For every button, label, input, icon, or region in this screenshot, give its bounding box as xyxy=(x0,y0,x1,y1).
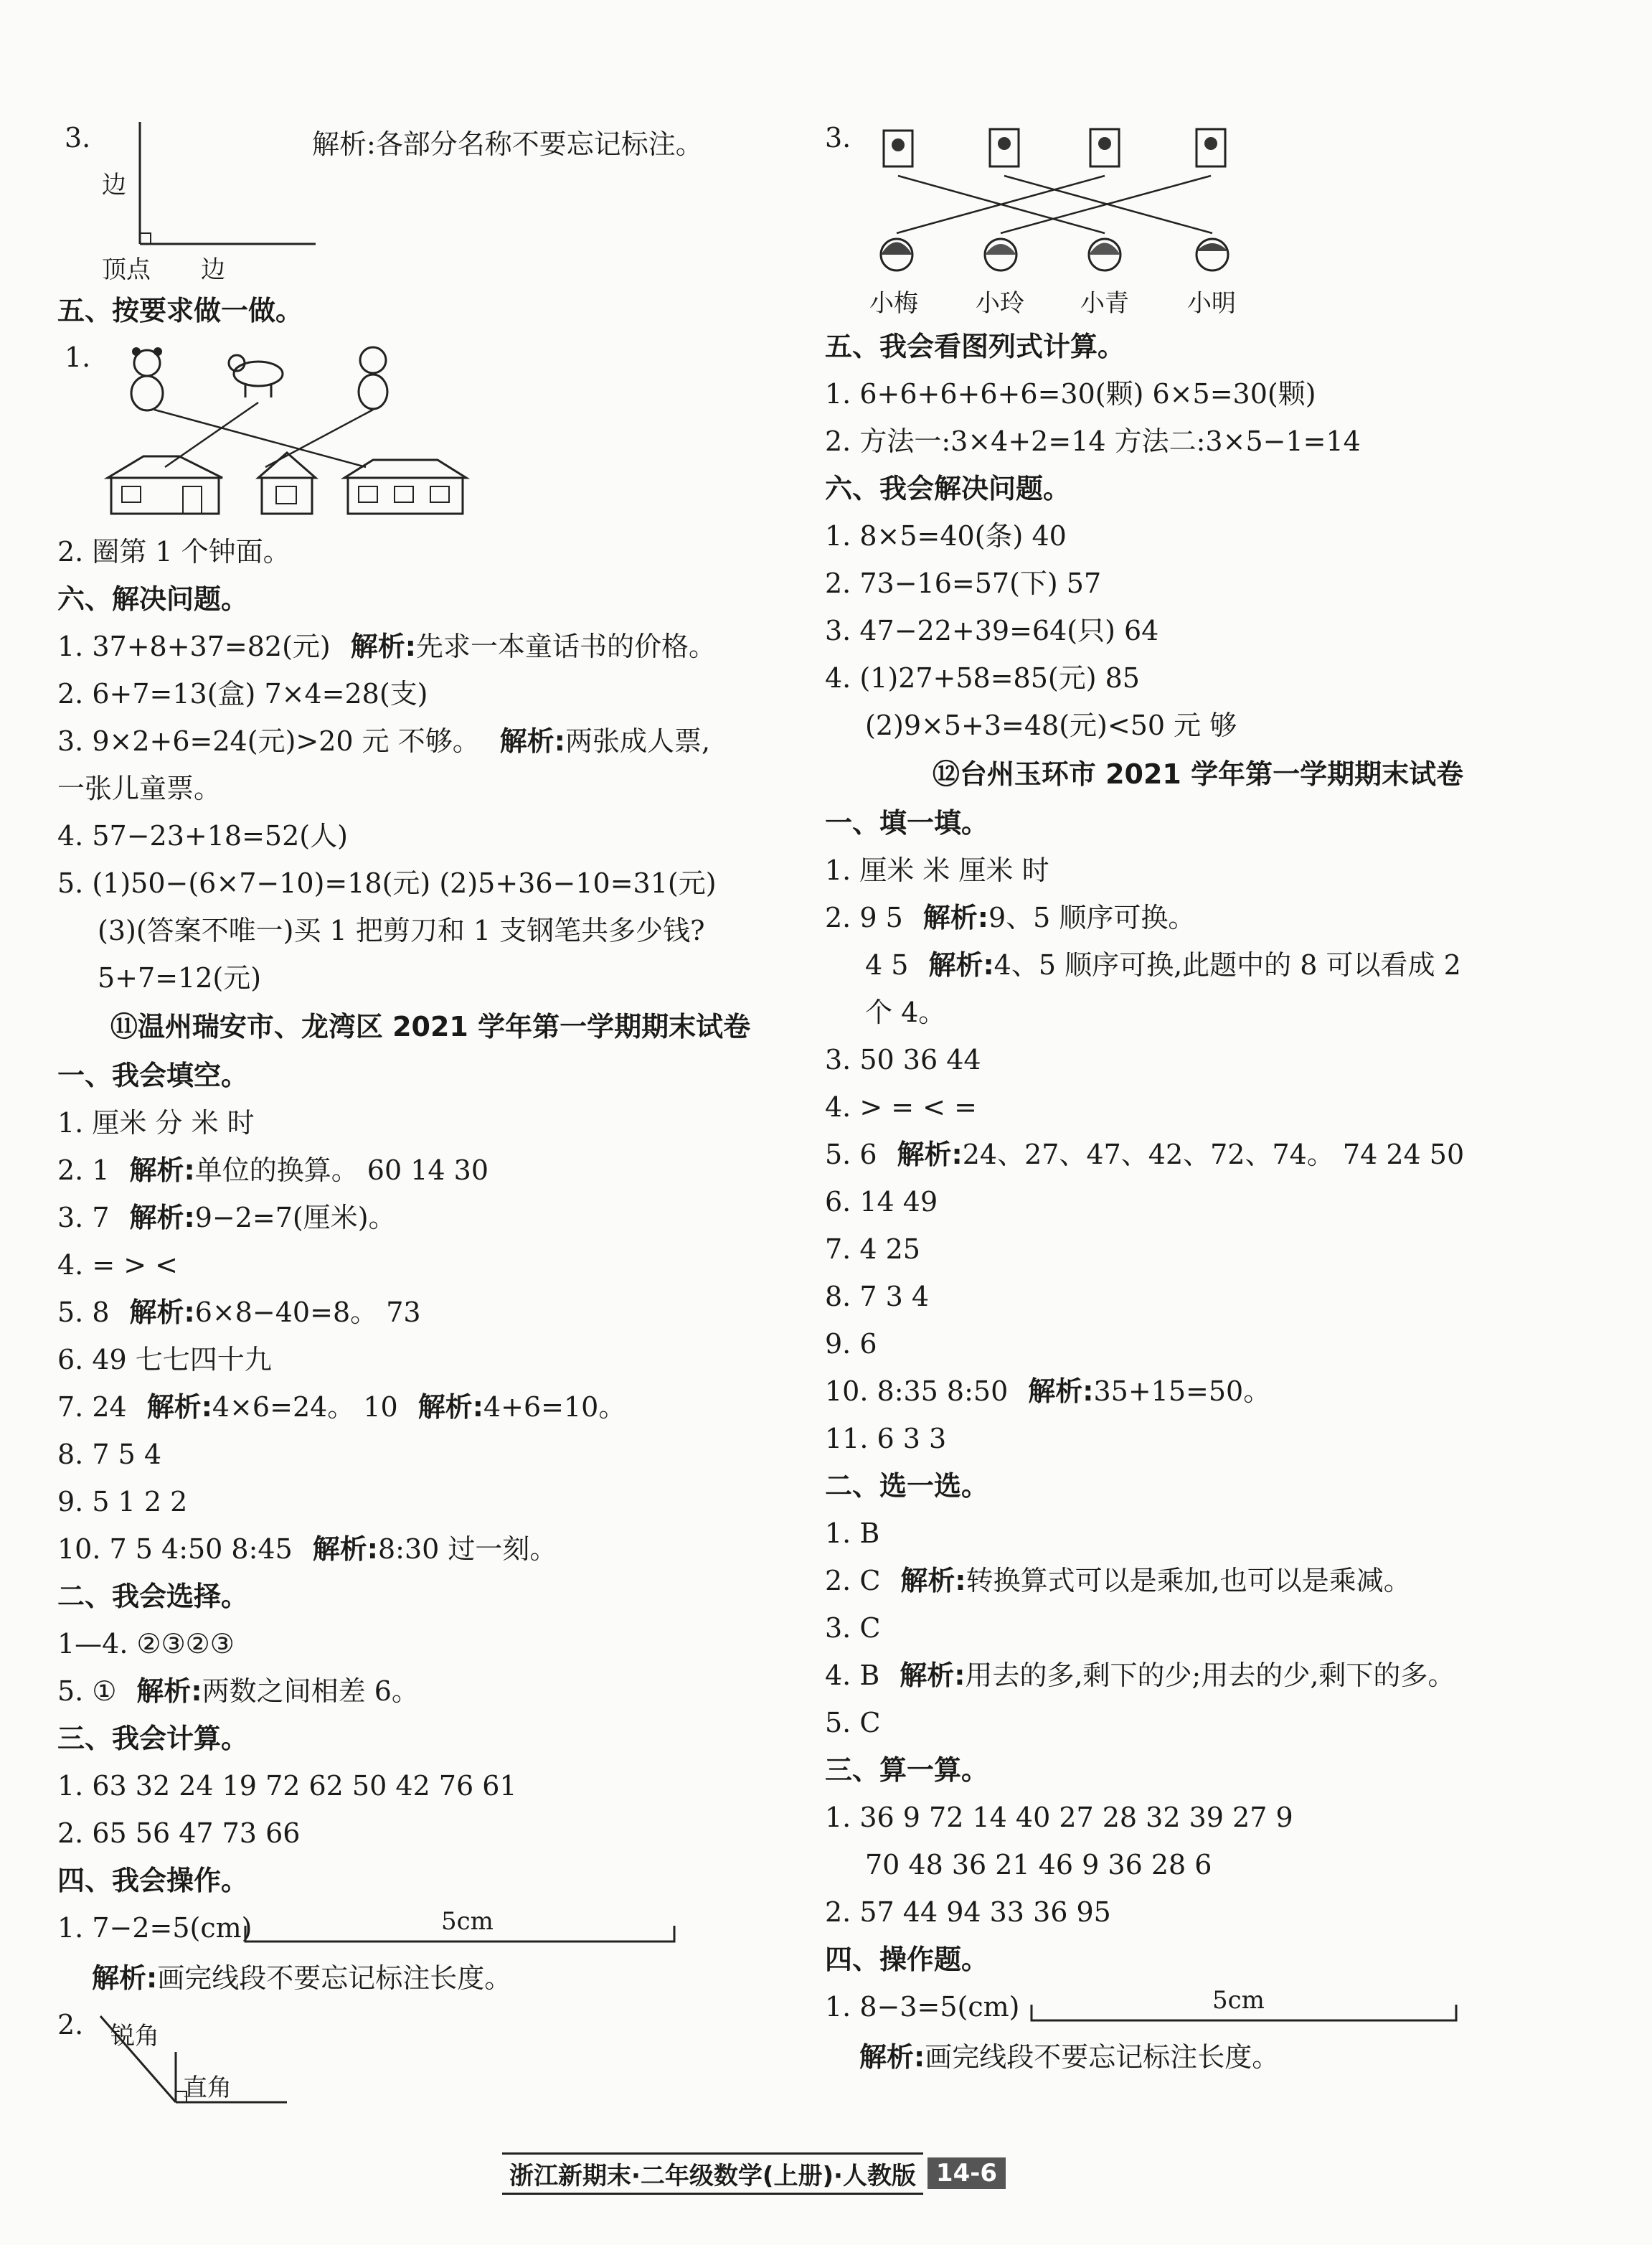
girl-icon xyxy=(881,239,912,270)
answer-line: 解析:画完线段不要忘记标注长度。 xyxy=(859,2041,1280,2073)
section-heading: 六、我会解决问题。 xyxy=(825,473,1071,504)
question-number: 3. xyxy=(65,122,91,154)
exam-title: ⑪温州瑞安市、龙湾区 2021 学年第一学期期末试卷 xyxy=(110,1011,751,1043)
answer-line: 解析:画完线段不要忘记标注长度。 xyxy=(92,1962,512,1994)
segment-answer xyxy=(825,1983,1571,2033)
kid-name: 小明 xyxy=(1187,289,1236,318)
answer-line: 4. > = < = xyxy=(825,1091,977,1123)
section-heading: 四、我会操作。 xyxy=(57,1865,249,1896)
answer-line: 5. ① 解析:两数之间相差 6。 xyxy=(57,1675,419,1707)
page-footer xyxy=(502,2155,1098,2192)
matching-figure xyxy=(825,108,1571,323)
vertex-label: 顶点 xyxy=(102,255,151,284)
answer-line: 2. 方法一:3×4+2=14 方法二:3×5−1=14 xyxy=(825,425,1361,457)
answer-line: 2. 圈第 1 个钟面。 xyxy=(57,536,291,568)
section-heading: 二、我会选择。 xyxy=(57,1581,249,1612)
answer-line: 2. 1 解析:单位的换算。 60 14 30 xyxy=(57,1154,489,1186)
section-heading: 二、选一选。 xyxy=(825,1470,989,1502)
cow-icon xyxy=(229,355,283,397)
section-heading: 三、算一算。 xyxy=(825,1754,989,1786)
answer-line: (2)9×5+3=48(元)<50 元 够 xyxy=(865,710,1237,741)
answer-line: 11. 6 3 3 xyxy=(825,1423,947,1454)
portrait-icon xyxy=(1196,129,1225,166)
answer-line: 9. 6 xyxy=(825,1328,877,1360)
house-icon xyxy=(258,453,316,514)
kid-name: 小玲 xyxy=(976,289,1024,318)
portrait-icon xyxy=(1090,129,1119,166)
answer-line: 10. 8:35 8:50 解析:35+15=50。 xyxy=(825,1375,1271,1407)
answer-text: 1. 7−2=5(cm) xyxy=(57,1912,252,1944)
answer-line: 2. 9 5 解析:9、5 顺序可换。 xyxy=(825,902,1196,933)
answer-line: 1. 厘米 分 米 时 xyxy=(57,1107,255,1139)
boy-icon xyxy=(1196,239,1228,270)
answer-line: 5. C xyxy=(825,1707,881,1738)
kid-name: 小梅 xyxy=(869,289,918,318)
house-icon xyxy=(108,456,222,514)
answer-line: 1. 36 9 72 14 40 27 28 32 39 27 9 xyxy=(825,1802,1293,1833)
answer-line: 2. 57 44 94 33 36 95 xyxy=(825,1896,1111,1928)
answer-line: 1. 8×5=40(条) 40 xyxy=(825,520,1067,552)
girl-icon xyxy=(1089,239,1120,270)
answer-line: 3. C xyxy=(825,1612,881,1644)
answer-line: 4. = > < xyxy=(57,1249,179,1281)
section-heading: 五、我会看图列式计算。 xyxy=(825,331,1125,362)
answer-line: 3. 9×2+6=24(元)>20 元 不够。 解析:两张成人票, xyxy=(57,725,711,757)
answer-line: 个 4。 xyxy=(865,997,946,1028)
answer-line: 2. 73−16=57(下) 57 xyxy=(825,568,1102,599)
matching-figure xyxy=(57,334,803,528)
answer-line: 3. 50 36 44 xyxy=(825,1044,981,1076)
house-icon xyxy=(344,460,466,514)
answer-line: 3. 47−22+39=64(只) 64 xyxy=(825,615,1159,646)
section-heading: 一、填一填。 xyxy=(825,807,989,839)
answer-line: 2. 65 56 47 73 66 xyxy=(57,1817,301,1849)
answer-line: 4 5 解析:4、5 顺序可换,此题中的 8 可以看成 2 xyxy=(865,949,1461,981)
section-heading: 五、按要求做一做。 xyxy=(57,295,303,326)
bear-icon xyxy=(131,347,163,410)
side-label: 边 xyxy=(102,171,126,199)
answer-line: 5+7=12(元) xyxy=(98,962,262,994)
left-column xyxy=(57,108,803,2117)
answer-line: (3)(答案不唯一)买 1 把剪刀和 1 支钢笔共多少钱? xyxy=(98,915,705,946)
side-label: 边 xyxy=(201,255,225,284)
section-heading: 三、我会计算。 xyxy=(57,1723,249,1754)
segment-answer xyxy=(57,1904,803,1954)
answer-line: 2. 6+7=13(盒) 7×4=28(支) xyxy=(57,678,428,710)
girl-icon xyxy=(985,239,1016,270)
section-heading: 一、我会填空。 xyxy=(57,1060,249,1091)
kid-name: 小青 xyxy=(1080,289,1129,318)
answer-line: 4. B 解析:用去的多,剩下的少;用去的少,剩下的多。 xyxy=(825,1660,1455,1691)
answer-line: 2. C 解析:转换算式可以是乘加,也可以是乘减。 xyxy=(825,1565,1411,1596)
note: 解析:各部分名称不要忘记标注。 xyxy=(312,128,703,160)
answer-line: 1. B xyxy=(825,1517,880,1549)
angles-figure xyxy=(57,2002,803,2117)
segment-length: 5cm xyxy=(441,1907,494,1936)
answer-line: 5. 8 解析:6×8−40=8。 73 xyxy=(57,1296,421,1328)
portrait-icon xyxy=(884,131,912,166)
answer-line: 1. 37+8+37=82(元) 解析:先求一本童话书的价格。 xyxy=(57,631,716,662)
answer-line: 1. 63 32 24 19 72 62 50 42 76 61 xyxy=(57,1770,517,1802)
animals-houses-drawing xyxy=(57,334,488,528)
answer-line: 8. 7 5 4 xyxy=(57,1439,162,1470)
question-number: 2. xyxy=(57,2009,84,2041)
segment-length: 5cm xyxy=(1212,1986,1265,2015)
answer-line: 4. 57−23+18=52(人) xyxy=(57,820,348,852)
section-heading: 四、操作题。 xyxy=(825,1944,989,1975)
section-heading: 六、解决问题。 xyxy=(57,583,249,615)
answer-text: 1. 8−3=5(cm) xyxy=(825,1991,1020,2023)
segment-drawing xyxy=(825,1983,1571,2033)
answer-line: 5. (1)50−(6×7−10)=18(元) (2)5+36−10=31(元) xyxy=(57,867,717,899)
answer-line: 一张儿童票。 xyxy=(57,773,222,804)
answer-line: 6. 49 七七四十九 xyxy=(57,1344,272,1375)
answer-line: 7. 24 解析:4×6=24。 10 解析:4+6=10。 xyxy=(57,1391,626,1423)
answer-line: 3. 7 解析:9−2=7(厘米)。 xyxy=(57,1202,396,1233)
answer-line: 5. 6 解析:24、27、47、42、72、74。 74 24 50 xyxy=(825,1139,1465,1170)
right-angle-label: 直角 xyxy=(183,2074,232,2102)
segment-drawing xyxy=(57,1904,803,1954)
answer-line: 1. 6+6+6+6+6=30(颗) 6×5=30(颗) xyxy=(825,378,1316,410)
answer-line: 1—4. ②③②③ xyxy=(57,1628,235,1660)
answer-line: 70 48 36 21 46 9 36 28 6 xyxy=(865,1849,1212,1881)
angle-figure xyxy=(57,108,803,287)
question-number: 1. xyxy=(65,342,91,373)
answer-line: 9. 5 1 2 2 xyxy=(57,1486,188,1517)
right-column xyxy=(825,108,1571,2081)
question-number: 3. xyxy=(825,122,851,154)
exam-title: ⑫台州玉环市 2021 学年第一学期期末试卷 xyxy=(932,758,1464,790)
answer-line: 6. 14 49 xyxy=(825,1186,938,1218)
pig-icon xyxy=(359,347,387,409)
answer-line: 7. 4 25 xyxy=(825,1233,920,1265)
answer-line: 8. 7 3 4 xyxy=(825,1281,930,1312)
portrait-icon xyxy=(990,129,1019,166)
answer-line: 4. (1)27+58=85(元) 85 xyxy=(825,662,1140,694)
acute-angle-label: 锐角 xyxy=(110,2022,159,2051)
footer-title: 浙江新期末·二年级数学(上册)·人教版 xyxy=(502,2152,923,2195)
answer-line: 10. 7 5 4:50 8:45 解析:8:30 过一刻。 xyxy=(57,1533,557,1565)
page-number: 14-6 xyxy=(928,2157,1006,2189)
answer-line: 1. 厘米 米 厘米 时 xyxy=(825,855,1049,886)
